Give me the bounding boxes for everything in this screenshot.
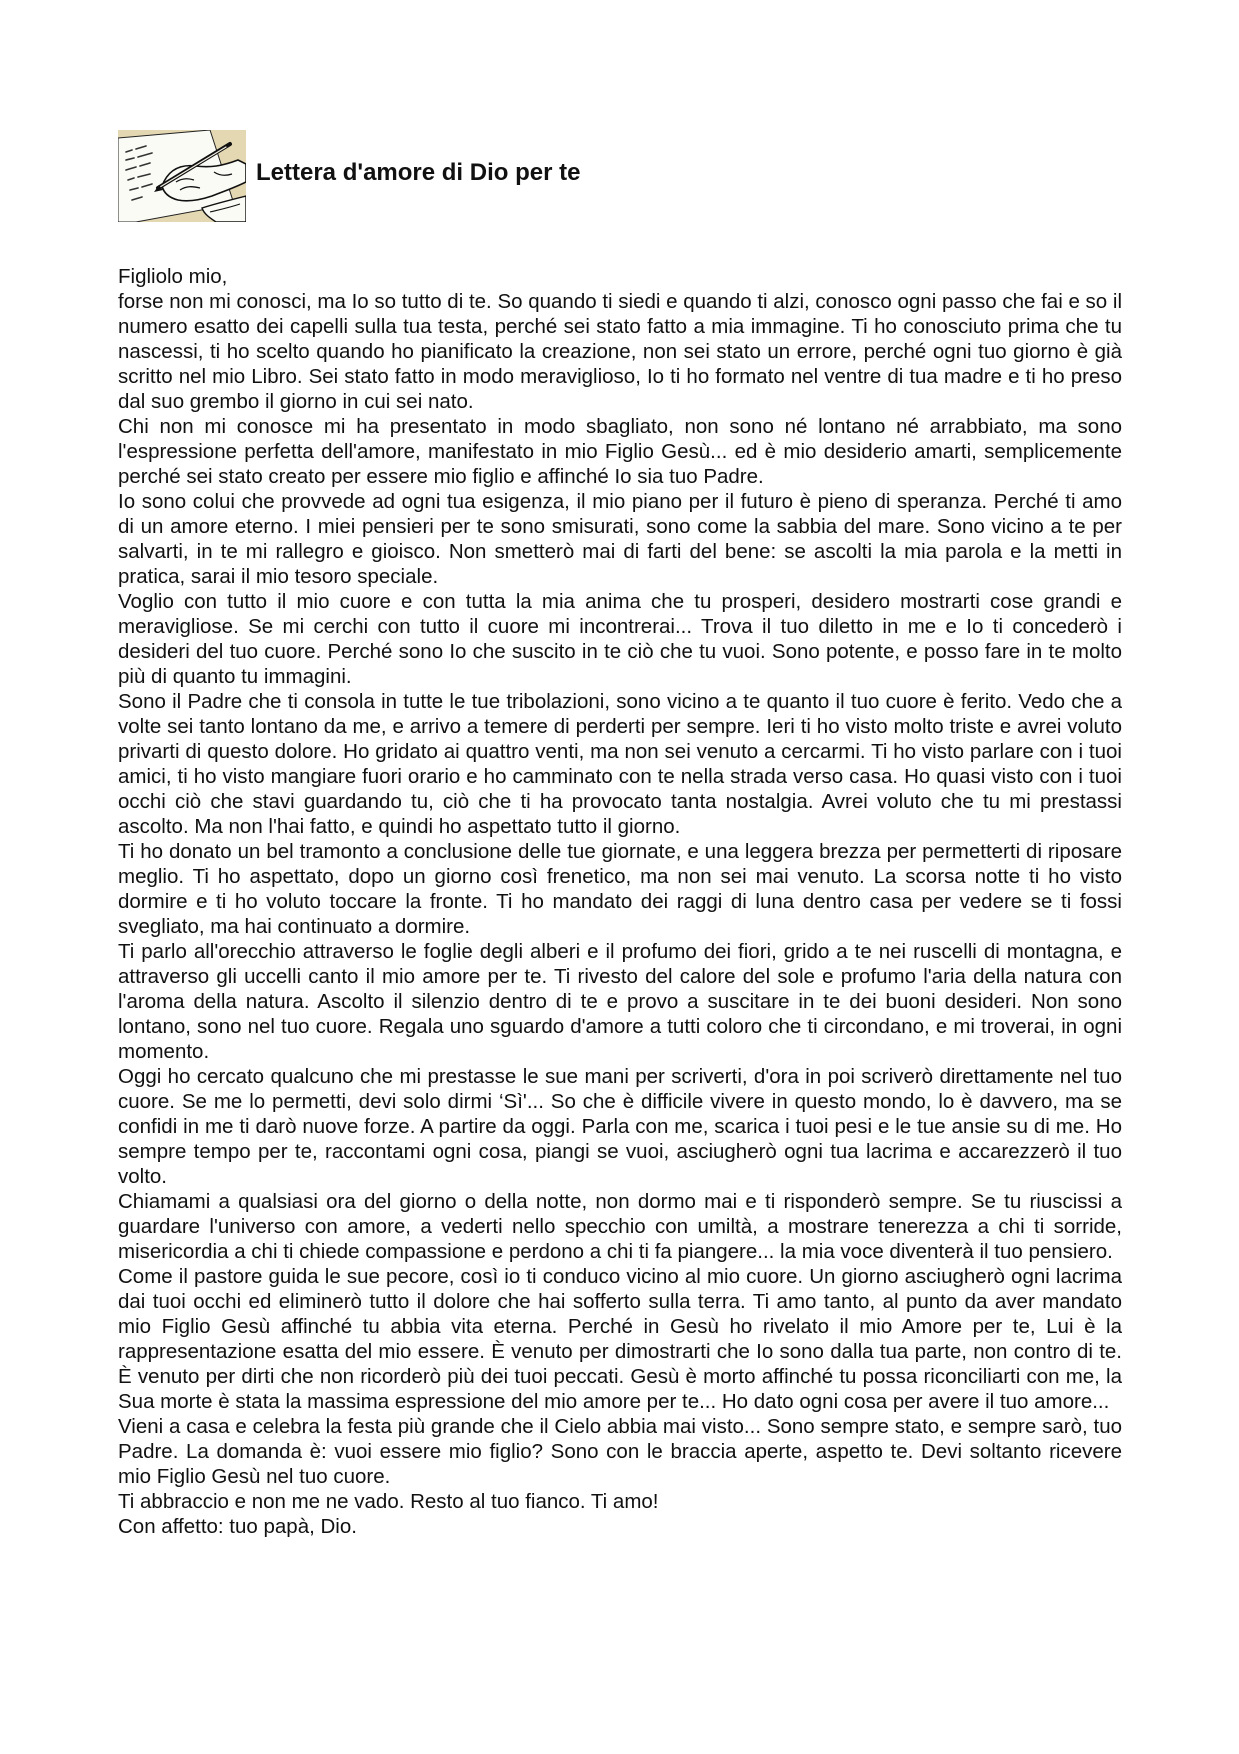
letter-closing: Ti abbraccio e non me ne vado. Resto al tuo fianco. Ti amo! (118, 1490, 659, 1513)
letter-title: Lettera d'amore di Dio per te (256, 159, 581, 186)
letter-paragraph: forse non mi conosci, ma Io so tutto di te. So quando ti siedi e quando ti alzi, conosco ogni passo che fai e so il numero esatto dei capelli sulla tua testa, perché sei stato fatto a mia immagine. Ti ho conosciuto prima che tu nascessi, ti ho scelto quando ho pianificato la creazione, non sei stato un errore, perché ogni tuo giorno è già scritto nel mio Libro. Sei stato fatto in modo meraviglioso, Io ti ho formato nel ventre di tua madre e ti ho preso dal suo grembo il giorno in cui sei nato. (118, 290, 1122, 413)
letter-greeting: Figliolo mio, (118, 265, 228, 288)
letter-paragraph: Chi non mi conosce mi ha presentato in modo sbagliato, non sono né lontano né arrabbiato, ma sono l'espressione perfetta dell'amore, manifestato in mio Figlio Gesù... ed è mio desiderio amarti, semplicemente perché sei stato creato per essere mio figlio e affinché Io sia tuo Padre. (118, 415, 1122, 488)
letter-paragraph: Oggi ho cercato qualcuno che mi prestasse le sue mani per scriverti, d'ora in poi scriverò direttamente nel tuo cuore. Se me lo permetti, devi solo dirmi ‘Sì'... So che è difficile vivere in questo mondo, lo è davvero, ma se confidi in me ti darò nuove forze. A partire da oggi. Parla con me, scarica i tuoi pesi e le tue ansie su di me. Ho sempre tempo per te, raccontami ogni cosa, piangi se vuoi, asciugherò ogni tua lacrima e accarezzerò il tuo volto. (118, 1065, 1122, 1188)
letter-paragraph: Voglio con tutto il mio cuore e con tutta la mia anima che tu prosperi, desidero mostrarti cose grandi e meravigliose. Se mi cerchi con tutto il cuore mi incontrerai... Trova il tuo diletto in me e Io ti concederò i desideri del tuo cuore. Perché sono Io che suscito in te ciò che tu vuoi. Sono potente, e posso fare in te molto più di quanto tu immagini. (118, 590, 1122, 688)
letter-paragraph: Ti ho donato un bel tramonto a conclusione delle tue giornate, e una leggera brezza per permetterti di riposare meglio. Ti ho aspettato, dopo un giorno così frenetico, ma non sei mai venuto. La scorsa notte ti ho visto dormire e ti ho voluto toccare la fronte. Ti ho mandato dei raggi di luna dentro casa per vedere se ti fossi svegliato, ma hai continuato a dormire. (118, 840, 1122, 938)
letter-paragraph: Sono il Padre che ti consola in tutte le tue tribolazioni, sono vicino a te quanto il tuo cuore è ferito. Vedo che a volte sei tanto lontano da me, e arrivo a temere di perderti per sempre. Ieri ti ho visto molto triste e avrei voluto privarti di questo dolore. Ho gridato ai quattro venti, ma non sei venuto a cercarmi. Ti ho visto parlare con i tuoi amici, ti ho visto mangiare fuori orario e ho camminato con te nella strada verso casa. Ho quasi visto con i tuoi occhi ciò che stavi guardando tu, ciò che ti ha provocato tanta nostalgia. Avrei voluto che tu mi prestassi ascolto. Ma non l'hai fatto, e quindi ho aspettato tutto il giorno. (118, 690, 1122, 838)
letter-paragraph: Chiamami a qualsiasi ora del giorno o della notte, non dormo mai e ti risponderò sempre. Se tu riuscissi a guardare l'universo con amore, a vederti nello specchio con umiltà, a mostrare tenerezza a chi ti sorride, misericordia a chi ti chiede compassione e perdono a chi ti fa piangere... la mia voce diventerà il tuo pensiero. (118, 1190, 1122, 1263)
letter-paragraph: Ti parlo all'orecchio attraverso le foglie degli alberi e il profumo dei fiori, grido a te nei ruscelli di montagna, e attraverso gli uccelli canto il mio amore per te. Ti rivesto del calore del sole e profumo l'aria della natura con l'aroma della natura. Ascolto il silenzio dentro di te e provo a suscitare in te dei buoni desideri. Non sono lontano, sono nel tuo cuore. Regala uno sguardo d'amore a tutti coloro che ti circondano, e mi troverai, in ogni momento. (118, 940, 1122, 1063)
letter-header (118, 130, 580, 222)
letter-paragraph: Come il pastore guida le sue pecore, così io ti conduco vicino al mio cuore. Un giorno asciugherò ogni lacrima dai tuoi occhi ed eliminerò tutto il dolore che hai sofferto sulla terra. Ti amo tanto, al punto da aver mandato mio Figlio Gesù affinché tu abbia vita eterna. Perché in Gesù ho rivelato il mio Amore per te, Lui è la rappresentazione esatta del mio essere. È venuto per dimostrarti che Io sono dalla tua parte, non contro di te. È venuto per dirti che non ricorderò più dei tuoi peccati. Gesù è morto affinché tu possa riconciliarti con me, la Sua morte è stata la massima espressione del mio amore per te... Ho dato ogni cosa per avere il tuo amore... (118, 1265, 1122, 1413)
letter-body (118, 264, 1122, 1539)
letter-paragraph: Io sono colui che provvede ad ogni tua esigenza, il mio piano per il futuro è pieno di speranza. Perché ti amo di un amore eterno. I miei pensieri per te sono smisurati, sono come la sabbia del mare. Sono vicino a te per salvarti, in te mi rallegro e gioisco. Non smetterò mai di farti del bene: se ascolti la mia parola e la metti in pratica, sarai il mio tesoro speciale. (118, 490, 1122, 588)
hand-writing-letter-illustration (118, 130, 246, 222)
letter-paragraph: Vieni a casa e celebra la festa più grande che il Cielo abbia mai visto... Sono sempre stato, e sempre sarò, tuo Padre. La domanda è: vuoi essere mio figlio? Sono con le braccia aperte, aspetto te. Devi soltanto ricevere mio Figlio Gesù nel tuo cuore. (118, 1415, 1122, 1488)
letter-signature: Con affetto: tuo papà, Dio. (118, 1515, 357, 1538)
